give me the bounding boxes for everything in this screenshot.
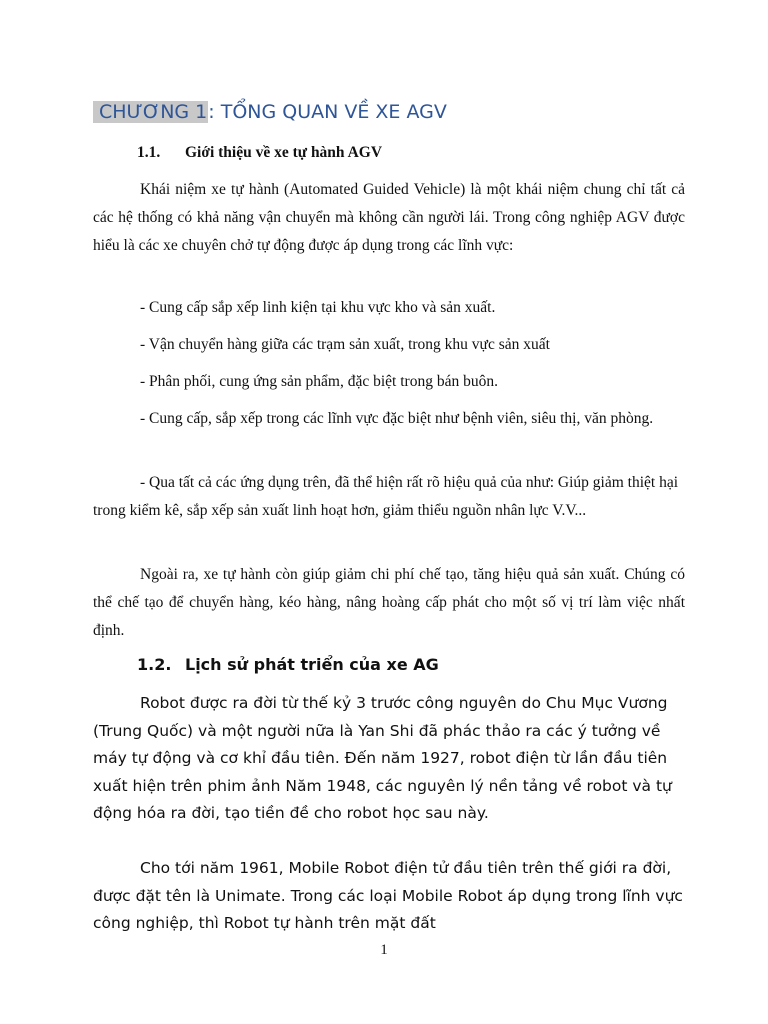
bullet-item: - Cung cấp sắp xếp linh kiện tại khu vực kho và sản xuất. — [140, 299, 496, 316]
chapter-title — [93, 99, 447, 125]
chapter-title-rest: : TỔNG QUAN VỀ XE AGV — [208, 101, 447, 123]
history-paragraph: Robot được ra đời từ thế kỷ 3 trước công nguyên do Chu Mục Vương (Trung Quốc) và một người nữa là Yan Shi đã phác thảo ra các ý tưởng về máy tự động và cơ khỉ đầu tiên. Đến năm 1927, robot điện từ lần đầu tiên xuất hiện trên phim ảnh Năm 1948, các nguyên lý nền tảng về robot và tự động hóa ra đời, tạo tiền đề cho robot học sau này. — [93, 694, 672, 822]
history-paragraph: Cho tới năm 1961, Mobile Robot điện tử đầu tiên trên thế giới ra đời, được đặt tên là Unimate. Trong các loại Mobile Robot áp dụng trong lĩnh vực công nghiệp, thì Robot tự hành trên mặt đất — [93, 859, 683, 932]
section-title: Giới thiệu về xe tự hành AGV — [185, 144, 383, 161]
section-heading-1-1 — [137, 139, 382, 167]
bullet-item: - Vận chuyển hàng giữa các trạm sản xuất, trong khu vực sản xuất — [140, 336, 550, 353]
bullet-item: - Cung cấp, sắp xếp trong các lĩnh vực đặc biệt như bệnh viên, siêu thị, văn phòng. — [140, 410, 654, 427]
section-number: 1.2. — [137, 655, 172, 674]
page-number: 1 — [380, 942, 388, 958]
section-heading-1-2 — [137, 651, 439, 679]
closing-paragraph: Ngoài ra, xe tự hành còn giúp giảm chi phí chế tạo, tăng hiệu quả sản xuất. Chúng có thể chế tạo để chuyển hàng, kéo hàng, nâng hoàng cấp phát cho một số vị trí làm việc nhất định. — [93, 566, 685, 639]
section-number: 1.1. — [137, 144, 161, 161]
intro-paragraph: Khái niệm xe tự hành (Automated Guided Vehicle) là một khái niệm chung chỉ tất cả các hệ thống có khả năng vận chuyển mà không cần người lái. Trong công nghiệp AGV được hiểu là các xe chuyên chở tự động được áp dụng trong các lĩnh vực: — [93, 181, 685, 254]
bullet-item: - Phân phối, cung ứng sản phẩm, đặc biệt trong bán buôn. — [140, 373, 498, 390]
section-title: Lịch sử phát triển của xe AG — [185, 655, 439, 674]
chapter-title-highlight: CHƯƠNG 1 — [93, 101, 208, 123]
bullet-item: - Qua tất cả các ứng dụng trên, đã thể hiện rất rõ hiệu quả của như: Giúp giảm thiệt hại trong kiểm kê, sắp xếp sản xuất linh hoạt hơn, giảm thiểu nguồn nhân lực V.V... — [93, 474, 679, 519]
